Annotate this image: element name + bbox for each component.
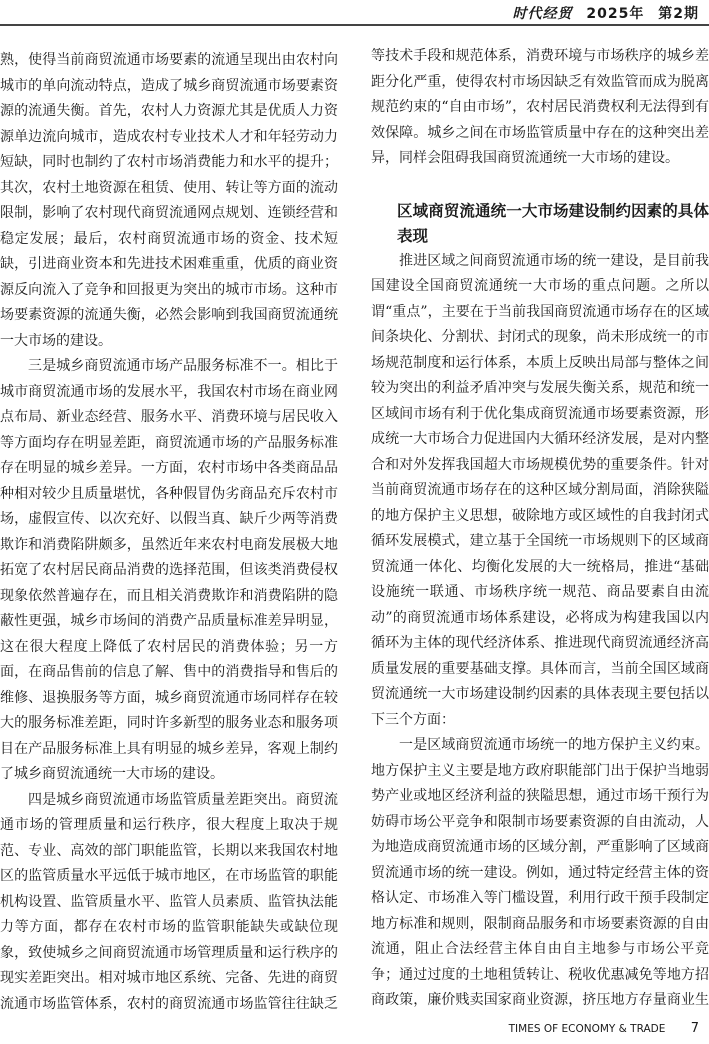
journal-issue: 第2期 [658,6,699,22]
body-paragraph: 熟，使得当前商贸流通市场要素的流通呈现出由农村向城市的单向流动特点，造成了城乡商贸流通市场要素资源的流通失衡。首先，农村人力资源尤其是优质人力资源单边流向城市，造成农村专业技术人才和年轻劳动力短缺，同时也制约了农村市场消费能力和水平的提升；其次，农村土地资源在租赁、使用、转让等方面的流动限制，影响了农村现代商贸流通网点规划、连锁经营和稳定发展；最后，农村商贸流通市场的资金、技术短缺，引进商业资本和先进技术困难重重，优质的商业资源反向流入了竞争和回报更为突出的城市市场。这种市场要素资源的流通失衡，必然会影响到我国商贸流通统一大市场的建设。 [0,52,338,349]
header-text [513,3,699,23]
section-heading: 区域商贸流通统一大市场建设制约因素的具体表现 [397,201,709,245]
journal-year: 2025年 [586,6,645,22]
footer-journal-name: TIMES OF ECONOMY & TRADE [508,1023,666,1035]
body-paragraph: 等技术手段和规范体系，消费环境与市场秩序的城乡差距分化严重，使得农村市场因缺乏有效监管而成为脱离规范约束的“自由市场”，农村居民消费权利无法得到有效保障。城乡之间在市场监管质量中存在的这种突出差异，同样会阻碍我国商贸流通统一大市场的建设。 [371,48,709,166]
body-paragraph: 三是城乡商贸流通市场产品服务标准不一。相比于城市商贸流通市场的发展水平，我国农村市场在商业网点布局、新业态经营、服务水平、消费环境与居民收入等方面均存在明显差距，商贸流通市场的产品服务标准存在明显的城乡差异。一方面，农村市场中各类商品品种相对较少且质量堪忧，各种假冒伪劣商品充斥农村市场，虚假宣传、以次充好、以假当真、缺斤少两等消费欺诈和消费陷阱颇多，虽然近年来农村电商发展极大地拓宽了农村居民商品消费的选择范围，但该类消费侵权现象依然普遍存在，而且相关消费欺诈和消费陷阱的隐蔽性更强，城乡市场间的消费产品质量标准差异明显，这在很大程度上降低了农村居民的消费体验；另一方面，在商品售前的信息了解、售中的消费指导和售后的维修、退换服务等方面，城乡商贸流通市场同样存在较大的服务标准差距，同时许多新型的服务业态和服务项目在产品服务标准上具有明显的城乡差异，客观上制约了城乡商贸流通统一大市场的建设。 [0,358,338,782]
body-paragraph: 一是区域商贸流通市场统一的地方保护主义约束。地方保护主义主要是地方政府职能部门出于保护当地弱势产业或地区经济利益的狭隘思想，通过市场干预行为妨碍市场公平竞争和限制市场要素资源的自由流动，人为地造成商贸流通市场的区域分割，严重影响了区域商贸流通市场的统一建设。例如，通过特定经营主体的资格认定、市场准入等门槛设置，利用行政干预手段制定地方标准和规则，限制商品服务和市场要素资源的自由流通，阻止合法经营主体自由自主地参与市场公平竞争；通过过度的土地租赁转让、税收优惠减免等地方招商政策，廉价贱卖国家商业资源，挤压地方存量商业生 [371,737,709,1008]
right-column [371,44,709,1014]
left-column [0,48,338,1018]
body-paragraph: 推进区域之间商贸流通市场的统一建设，是目前我国建设全国商贸流通统一大市场的重点问题。之所以谓“重点”，主要在于当前我国商贸流通市场存在的区域间条块化、分割状、封闭式的现象，尚未形成统一的市场规范制度和运行体系，本质上反映出局部与整体之间较为突出的利益矛盾冲突与发展失衡关系，规范和统一区域间市场有利于优化集成商贸流通市场要素资源，形成统一大市场合力促进国内大循环经济发展，是对内整合和对外发挥我国超大市场规模优势的重要条件。针对当前商贸流通市场存在的这种区域分割局面，消除狭隘的地方保护主义思想，破除地方或区域性的自我封闭式循环发展模式，建立基于全国统一市场规则下的区域商贸流通一体化、均衡化发展的大一统格局，推进“基础设施统一联通、市场秩序统一规范、商品要素自由流动”的商贸流通市场体系建设，必将成为构建我国以内循环为主体的现代经济体系、推进现代商贸流通经济高质量发展的重要基础支撑。具体而言，当前全国区域商贸流通统一大市场建设制约因素的具体表现主要包括以下三个方面： [371,252,709,728]
page-footer [509,1021,699,1036]
journal-title: 时代经贸 [512,6,573,22]
page-header [0,0,709,30]
page-number: 7 [690,1021,699,1036]
body-paragraph: 四是城乡商贸流通市场监管质量差距突出。商贸流通市场的管理质量和运行秩序，很大程度上取决于规范、专业、高效的部门职能监管，长期以来我国农村地区的监管质量水平远低于城市地区，在市场监管的职能机构设置、监管质量水平、监管人员素质、监管执法能力等方面，都存在农村市场的监管职能缺失或缺位现象，致使城乡之间商贸流通市场管理质量和运行秩序的现实差距突出。相对城市地区系统、完备、先进的商贸流通市场监管体系，农村的商贸流通市场监管往往缺乏 [0,791,338,1012]
header-rule [0,24,709,26]
